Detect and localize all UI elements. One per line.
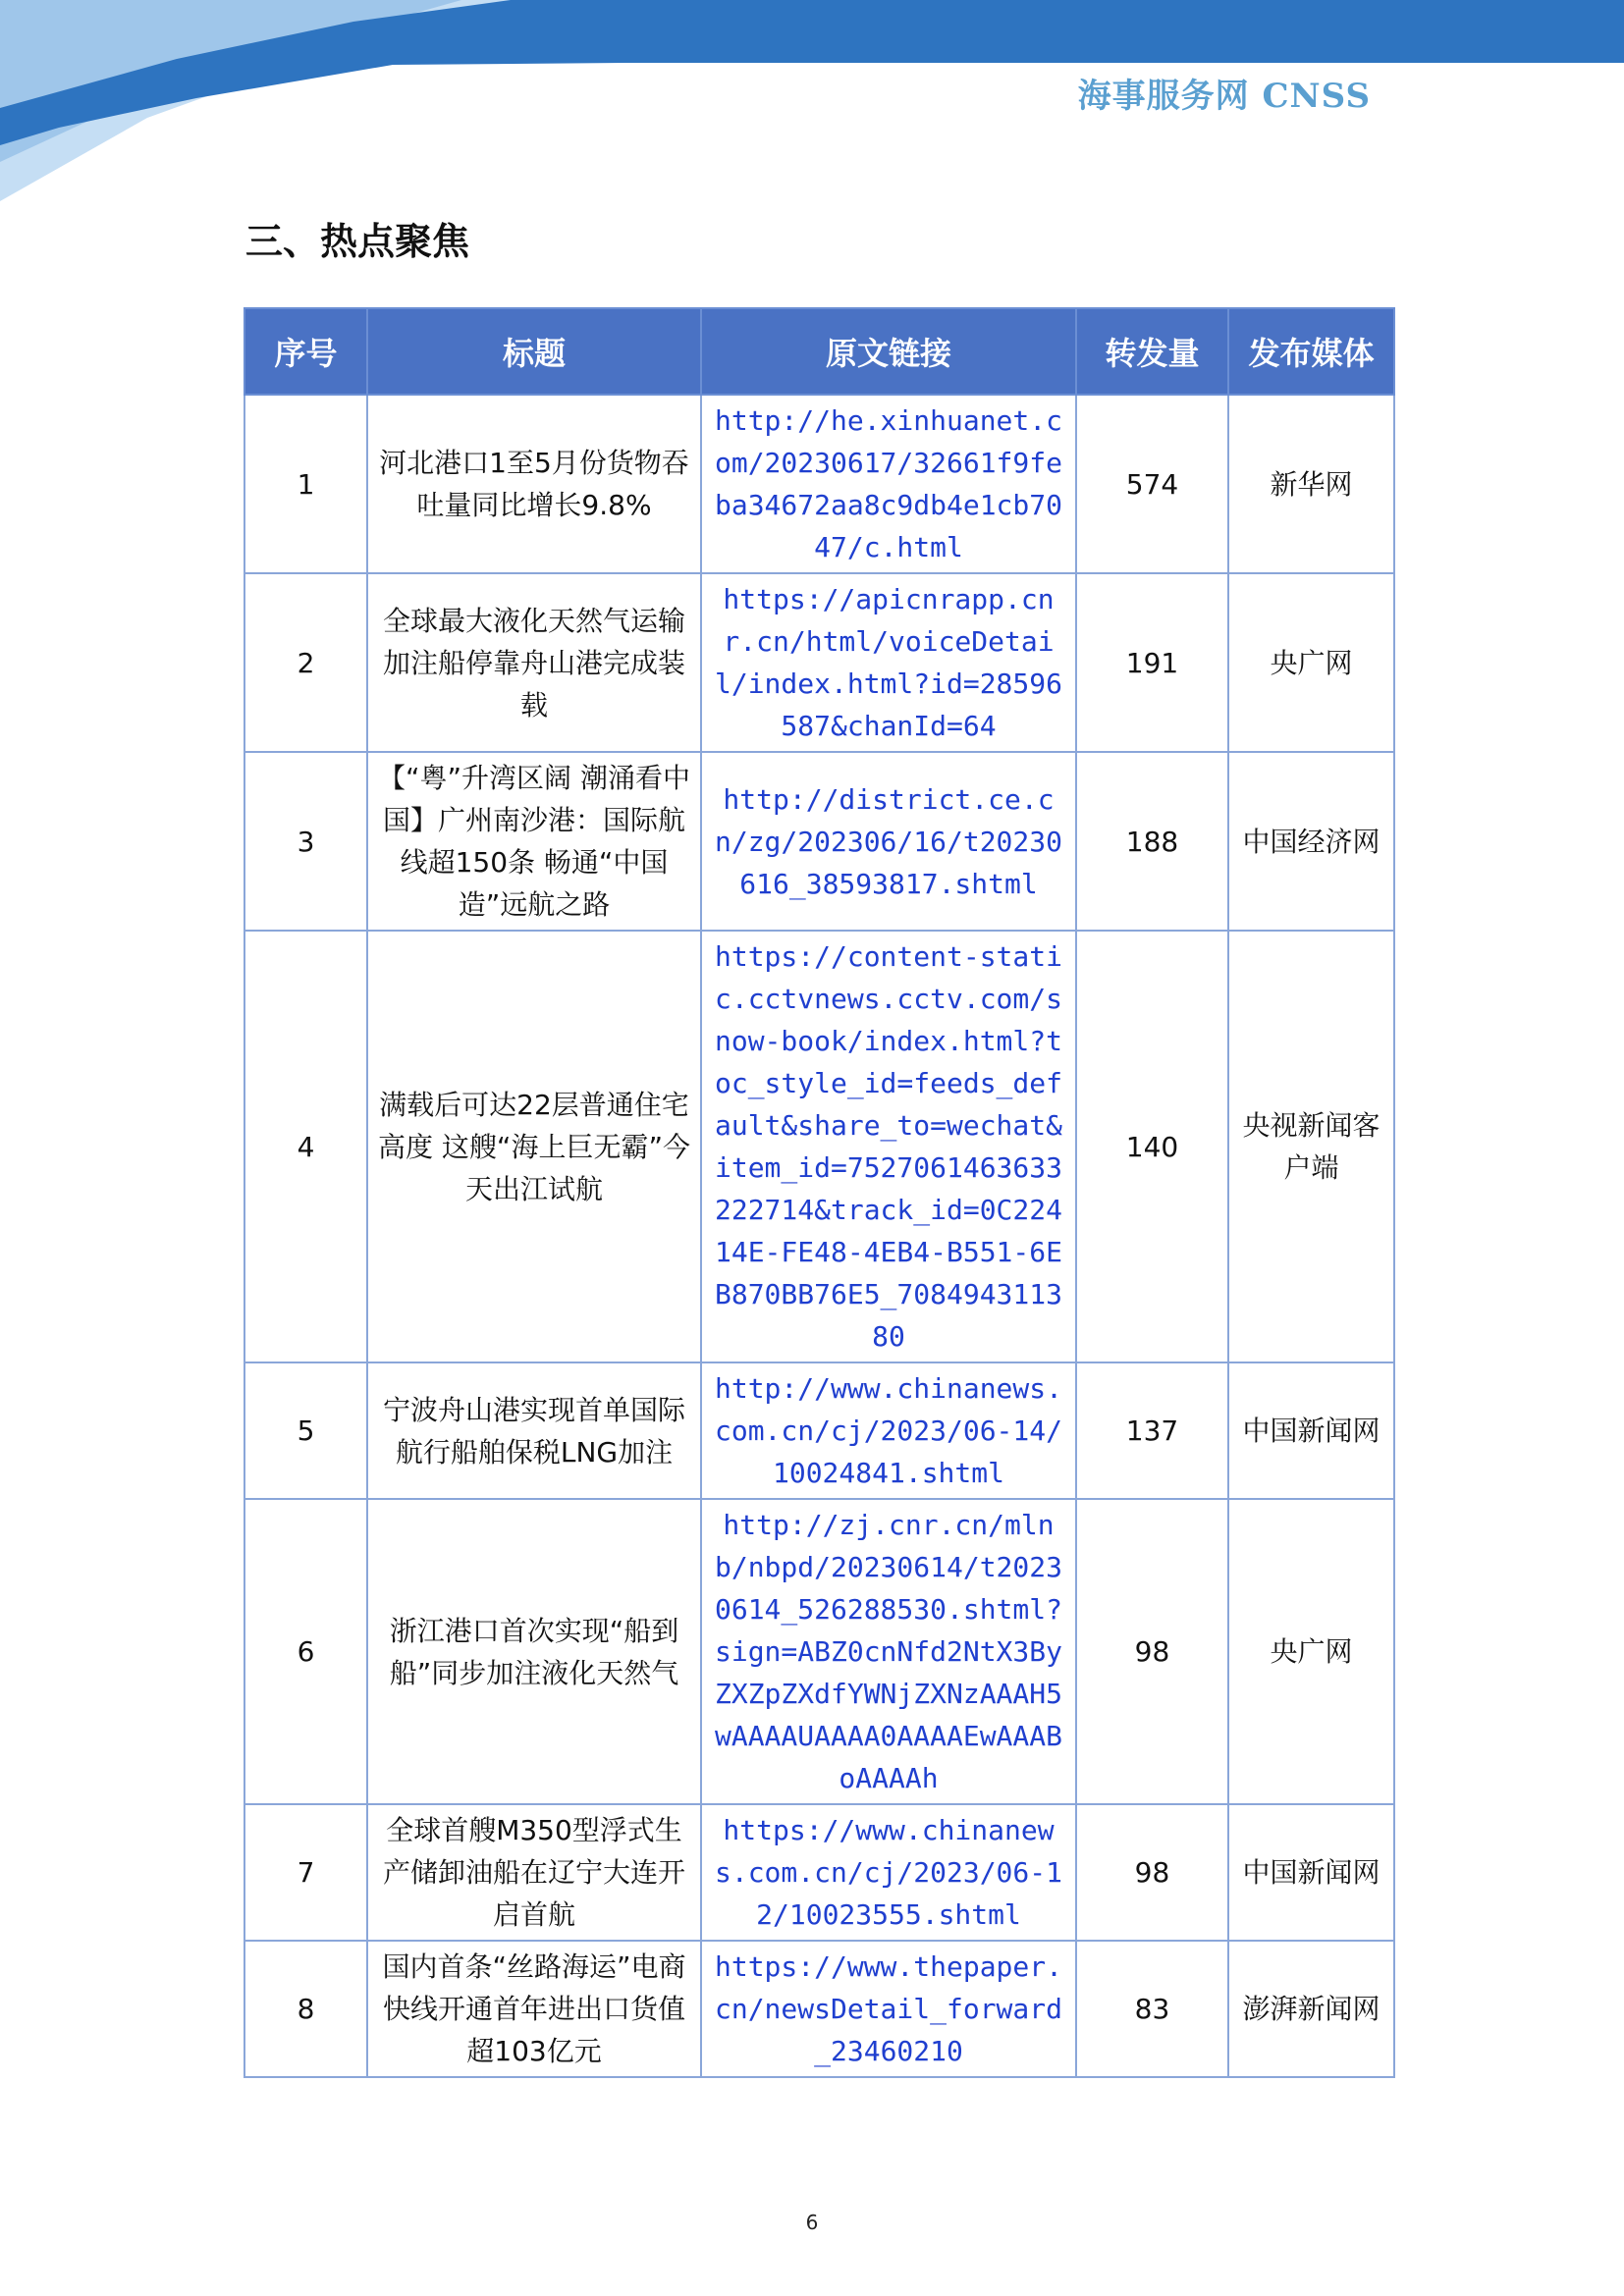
row-link[interactable]: https://www.thepaper.cn/newsDetail_forward_23460210	[701, 1941, 1076, 2077]
row-link[interactable]: https://apicnrapp.cnr.cn/html/voiceDetail/index.html?id=28596587&chanId=64	[701, 573, 1076, 752]
table-row	[244, 573, 1394, 752]
row-index: 3	[244, 752, 367, 931]
page-number: 6	[805, 2211, 819, 2234]
row-title: 【“粤”升湾区阔 潮涌看中国】广州南沙港：国际航线超150条 畅通“中国造”远航之路	[367, 752, 701, 931]
table-row	[244, 1499, 1394, 1804]
row-shares: 574	[1076, 395, 1228, 573]
table-row	[244, 1941, 1394, 2077]
row-media: 中国新闻网	[1228, 1804, 1394, 1941]
table-row	[244, 1362, 1394, 1499]
brand-logo-text: 海事服务网 CNSS	[1077, 77, 1371, 116]
row-link[interactable]: http://www.chinanews.com.cn/cj/2023/06-14/10024841.shtml	[701, 1362, 1076, 1499]
row-shares: 140	[1076, 931, 1228, 1362]
table-header-row	[244, 308, 1394, 395]
table-row	[244, 1804, 1394, 1941]
header-decoration	[0, 0, 1624, 314]
row-title: 浙江港口首次实现“船到船”同步加注液化天然气	[367, 1499, 701, 1804]
row-index: 6	[244, 1499, 367, 1804]
row-shares: 137	[1076, 1362, 1228, 1499]
row-index: 7	[244, 1804, 367, 1941]
row-link[interactable]: https://content-static.cctvnews.cctv.com/snow-book/index.html?toc_style_id=feeds_default&share_to=wechat&item_id=7527061463633222714&track_id=0C22414E-FE48-4EB4-B551-6EB870BB76E5_708494311380	[701, 931, 1076, 1362]
table-row	[244, 395, 1394, 573]
row-title: 全球首艘M350型浮式生产储卸油船在辽宁大连开启首航	[367, 1804, 701, 1941]
row-title: 河北港口1至5月份货物吞吐量同比增长9.8%	[367, 395, 701, 573]
header-link: 原文链接	[701, 308, 1076, 395]
row-shares: 191	[1076, 573, 1228, 752]
header-title: 标题	[367, 308, 701, 395]
row-media: 央广网	[1228, 573, 1394, 752]
row-index: 4	[244, 931, 367, 1362]
row-shares: 188	[1076, 752, 1228, 931]
row-shares: 98	[1076, 1804, 1228, 1941]
row-media: 央广网	[1228, 1499, 1394, 1804]
section-title: 三、热点聚焦	[245, 220, 470, 263]
header-index: 序号	[244, 308, 367, 395]
row-index: 2	[244, 573, 367, 752]
row-index: 5	[244, 1362, 367, 1499]
row-title: 全球最大液化天然气运输加注船停靠舟山港完成装载	[367, 573, 701, 752]
row-media: 新华网	[1228, 395, 1394, 573]
hot-news-table	[244, 307, 1395, 2078]
row-link[interactable]: http://he.xinhuanet.com/20230617/32661f9feba34672aa8c9db4e1cb7047/c.html	[701, 395, 1076, 573]
row-shares: 83	[1076, 1941, 1228, 2077]
row-media: 澎湃新闻网	[1228, 1941, 1394, 2077]
table-row	[244, 752, 1394, 931]
row-link[interactable]: https://www.chinanews.com.cn/cj/2023/06-12/10023555.shtml	[701, 1804, 1076, 1941]
row-title: 国内首条“丝路海运”电商快线开通首年进出口货值超103亿元	[367, 1941, 701, 2077]
row-media: 中国经济网	[1228, 752, 1394, 931]
row-media: 中国新闻网	[1228, 1362, 1394, 1499]
header-media: 发布媒体	[1228, 308, 1394, 395]
row-media: 央视新闻客户端	[1228, 931, 1394, 1362]
row-index: 8	[244, 1941, 367, 2077]
row-link[interactable]: http://district.ce.cn/zg/202306/16/t20230616_38593817.shtml	[701, 752, 1076, 931]
table-row	[244, 931, 1394, 1362]
header-shares: 转发量	[1076, 308, 1228, 395]
row-title: 满载后可达22层普通住宅高度 这艘“海上巨无霸”今天出江试航	[367, 931, 701, 1362]
row-shares: 98	[1076, 1499, 1228, 1804]
row-link[interactable]: http://zj.cnr.cn/mlnb/nbpd/20230614/t20230614_526288530.shtml?sign=ABZ0cnNfd2NtX3ByZXZpZXdfYWNjZXNzAAAH5wAAAAUAAAA0AAAAEwAAABoAAAAh	[701, 1499, 1076, 1804]
row-index: 1	[244, 395, 367, 573]
row-title: 宁波舟山港实现首单国际航行船舶保税LNG加注	[367, 1362, 701, 1499]
